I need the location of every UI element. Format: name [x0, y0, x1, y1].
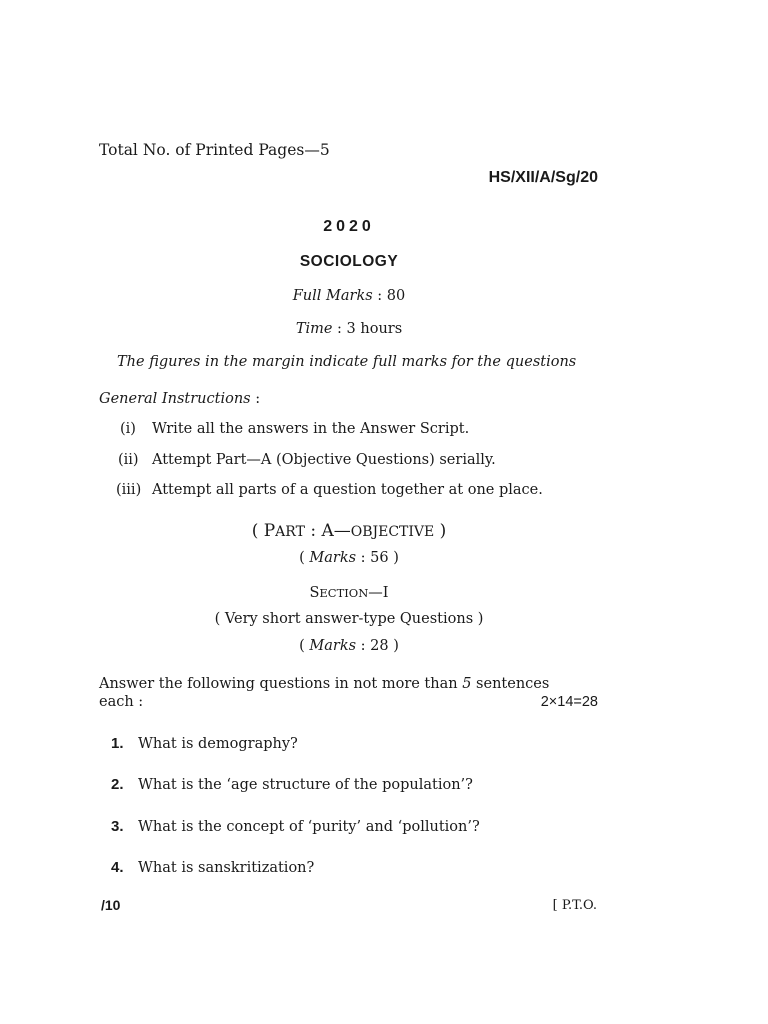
question-item [0, 859, 768, 881]
full-marks-value: : 80 [372, 288, 406, 304]
instruction-item [0, 482, 768, 502]
section-type: ( Very short answer-type Questions ) [214, 611, 484, 627]
part-heading [0, 521, 698, 541]
general-instructions-colon: : [250, 391, 261, 407]
part-word: ART [275, 524, 305, 540]
time-value: : 3 hours [332, 321, 403, 337]
printed-pages: Total No. of Printed Pages—5 [99, 141, 330, 159]
question-text: What is the ‘age structure of the population’? [138, 777, 473, 793]
section-number: —I [368, 585, 389, 601]
instruction-text: Attempt Part—A (Objective Questions) serially. [152, 452, 496, 468]
part-open: ( P [251, 521, 276, 541]
time-label: Time [295, 321, 333, 337]
directions-text-b: sentences [471, 676, 550, 692]
instruction-number: (i) [120, 421, 136, 437]
part-close: ) [434, 521, 447, 541]
exam-subject: SOCIOLOGY [299, 253, 399, 270]
exam-year: 2020 [323, 218, 375, 235]
section-marks-value: : 28 ) [356, 638, 399, 654]
footer-pto: [ P.T.O. [552, 898, 597, 913]
directions-line-2: each : [99, 694, 144, 710]
part-marks [0, 550, 698, 566]
instruction-item [0, 452, 768, 472]
question-item [0, 735, 768, 757]
directions-number: 5 [462, 676, 472, 692]
instruction-text: Attempt all parts of a question together at one place. [152, 482, 543, 498]
question-text: What is demography? [138, 736, 298, 752]
marks-formula: 2×14=28 [540, 694, 598, 710]
section-marks [0, 638, 698, 654]
question-number: 3. [111, 818, 124, 835]
paper-code: HS/XII/A/Sg/20 [488, 169, 598, 186]
part-objective: OBJECTIVE [350, 524, 435, 540]
part-marks-label: Marks [309, 550, 357, 566]
margin-note: The figures in the margin indicate full marks for the questions [117, 354, 577, 370]
instruction-item [0, 421, 768, 441]
section-initial: S [309, 585, 320, 601]
question-item [0, 818, 768, 840]
section-heading [0, 585, 698, 601]
question-number: 4. [111, 859, 124, 876]
general-instructions-label: General Instructions [99, 391, 251, 407]
question-number: 2. [111, 776, 124, 793]
directions-text-a: Answer the following questions in not more than [99, 676, 463, 692]
instruction-number: (ii) [118, 452, 139, 468]
question-number: 1. [111, 735, 124, 752]
full-marks-label: Full Marks [292, 288, 373, 304]
directions-line-1 [99, 676, 549, 692]
part-marks-open: ( [299, 550, 310, 566]
question-item [0, 776, 768, 798]
question-text: What is sanskritization? [138, 860, 315, 876]
instruction-number: (iii) [116, 482, 142, 498]
section-marks-label: Marks [309, 638, 357, 654]
section-word: ECTION [319, 586, 369, 600]
time-allowed [0, 321, 698, 337]
full-marks [0, 288, 698, 304]
general-instructions-heading [99, 391, 260, 407]
instruction-text: Write all the answers in the Answer Script. [152, 421, 470, 437]
question-text: What is the concept of ‘purity’ and ‘pollution’? [138, 819, 480, 835]
footer-page-code: /10 [101, 897, 121, 913]
part-mid: : A— [304, 521, 351, 541]
section-marks-open: ( [299, 638, 310, 654]
part-marks-value: : 56 ) [356, 550, 399, 566]
